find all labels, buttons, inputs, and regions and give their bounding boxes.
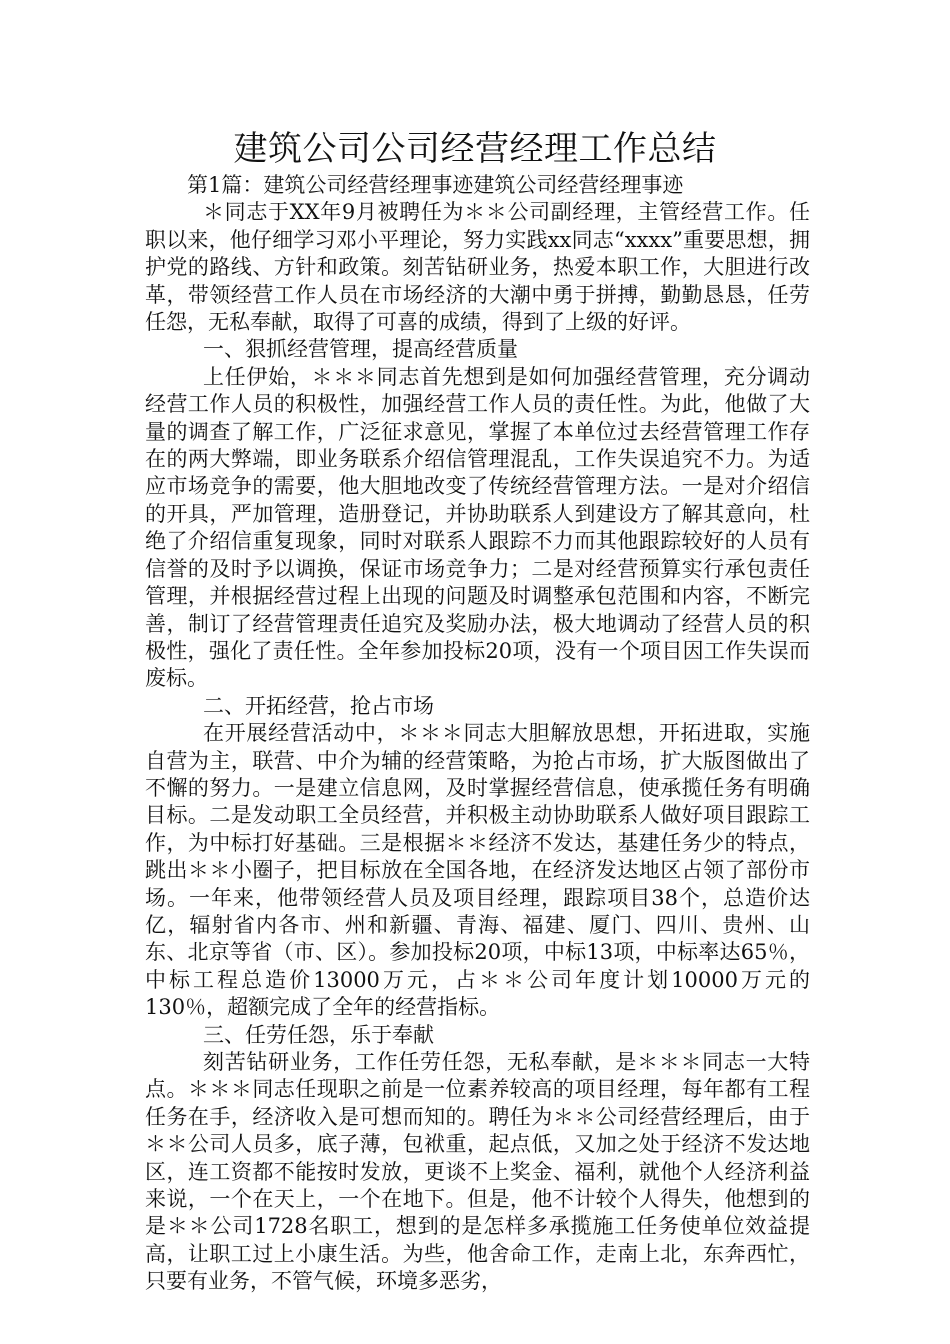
document-subtitle: 第1篇：建筑公司经营经理事迹建筑公司经营经理事迹 [187, 173, 684, 197]
section-paragraph-3: 刻苦钻研业务，工作任劳任怨，无私奉献，是＊＊＊同志一大特点。＊＊＊同志任现职之前是一位素养较高的项目经理，每年都有工程任务在手，经济收入是可想而知的。聘任为＊＊公司经营经理后，由于＊＊公司人员多，底子薄，包袱重，起点低，又加之处于经济不发达地区，连工资都不能按时发放，更谈不上奖金、福利，就他个人经济利益来说，一个在天上，一个在地下。但是，他不计较个人得失，他想到的是＊＊公司1728名职工，想到的是怎样多承揽施工任务使单位效益提高，让职工过上小康生活。为些，他舍命工作，走南上北，东奔西忙，只要有业务，不管气候，环境多恶劣， [145, 1050, 810, 1294]
section-heading-3: 三、任劳任怨，乐于奉献 [203, 1022, 434, 1047]
section-paragraph-1: 上任伊始，＊＊＊同志首先想到是如何加强经营管理，充分调动经营工作人员的积极性，加强经营工作人员的责任性。为此，他做了大量的调查了解工作，广泛征求意见，掌握了本单位过去经营管理工作存在的两大弊端，即业务联系介绍信管理混乱，工作失误追究不力。为适应市场竞争的需要，他大胆地改变了传统经营管理方法。一是对介绍信的开具，严加管理，造册登记，并协助联系人到建设方了解其意向，杜绝了介绍信重复现象，同时对联系人跟踪不力而其他跟踪较好的人员有信誉的及时予以调换，保证市场竞争力；二是对经营预算实行承包责任管理，并根据经营过程上出现的问题及时调整承包范围和内容，不断完善，制订了经营管理责任追究及奖励办法，极大地调动了经营人员的积极性，强化了责任性。全年参加投标20项，没有一个项目因工作失误而废标。 [145, 364, 810, 691]
section-heading-1: 一、狠抓经营管理，提高经营质量 [203, 337, 518, 362]
document-body [145, 172, 810, 1296]
section-heading-2: 二、开拓经营，抢占市场 [203, 693, 434, 718]
document-title: 建筑公司公司经营经理工作总结 [233, 129, 717, 169]
intro-paragraph: ＊同志于XX年9月被聘任为＊＊公司副经理，主管经营工作。任职以来，他仔细学习邓小平理论，努力实践xx同志“xxxx”重要思想，拥护党的路线、方针和政策。刻苦钻研业务，热爱本职工作，大胆进行改革，带领经营工作人员在市场经济的大潮中勇于拼搏，勤勤恳恳，任劳任怨，无私奉献，取得了可喜的成绩，得到了上级的好评。 [145, 200, 810, 335]
section-paragraph-2: 在开展经营活动中，＊＊＊同志大胆解放思想，开拓进取，实施自营为主，联营、中介为辅的经营策略，为抢占市场，扩大版图做出了不懈的努力。一是建立信息网，及时掌握经营信息，使承揽任务有明确目标。二是发动职工全员经营，并积极主动协助联系人做好项目跟踪工作，为中标打好基础。三是根据＊＊经济不发达，基建任务少的特点，跳出＊＊小圈子，把目标放在全国各地，在经济发达地区占领了部份市场。一年来，他带领经营人员及项目经理，跟踪项目38个，总造价达亿，辐射省内各市、州和新疆、青海、福建、厦门、四川、贵州、山东、北京等省（市、区）。参加投标20项，中标13项，中标率达65％，中标工程总造价13000万元，占＊＊公司年度计划10000万元的130％，超额完成了全年的经营指标。 [145, 721, 810, 1020]
